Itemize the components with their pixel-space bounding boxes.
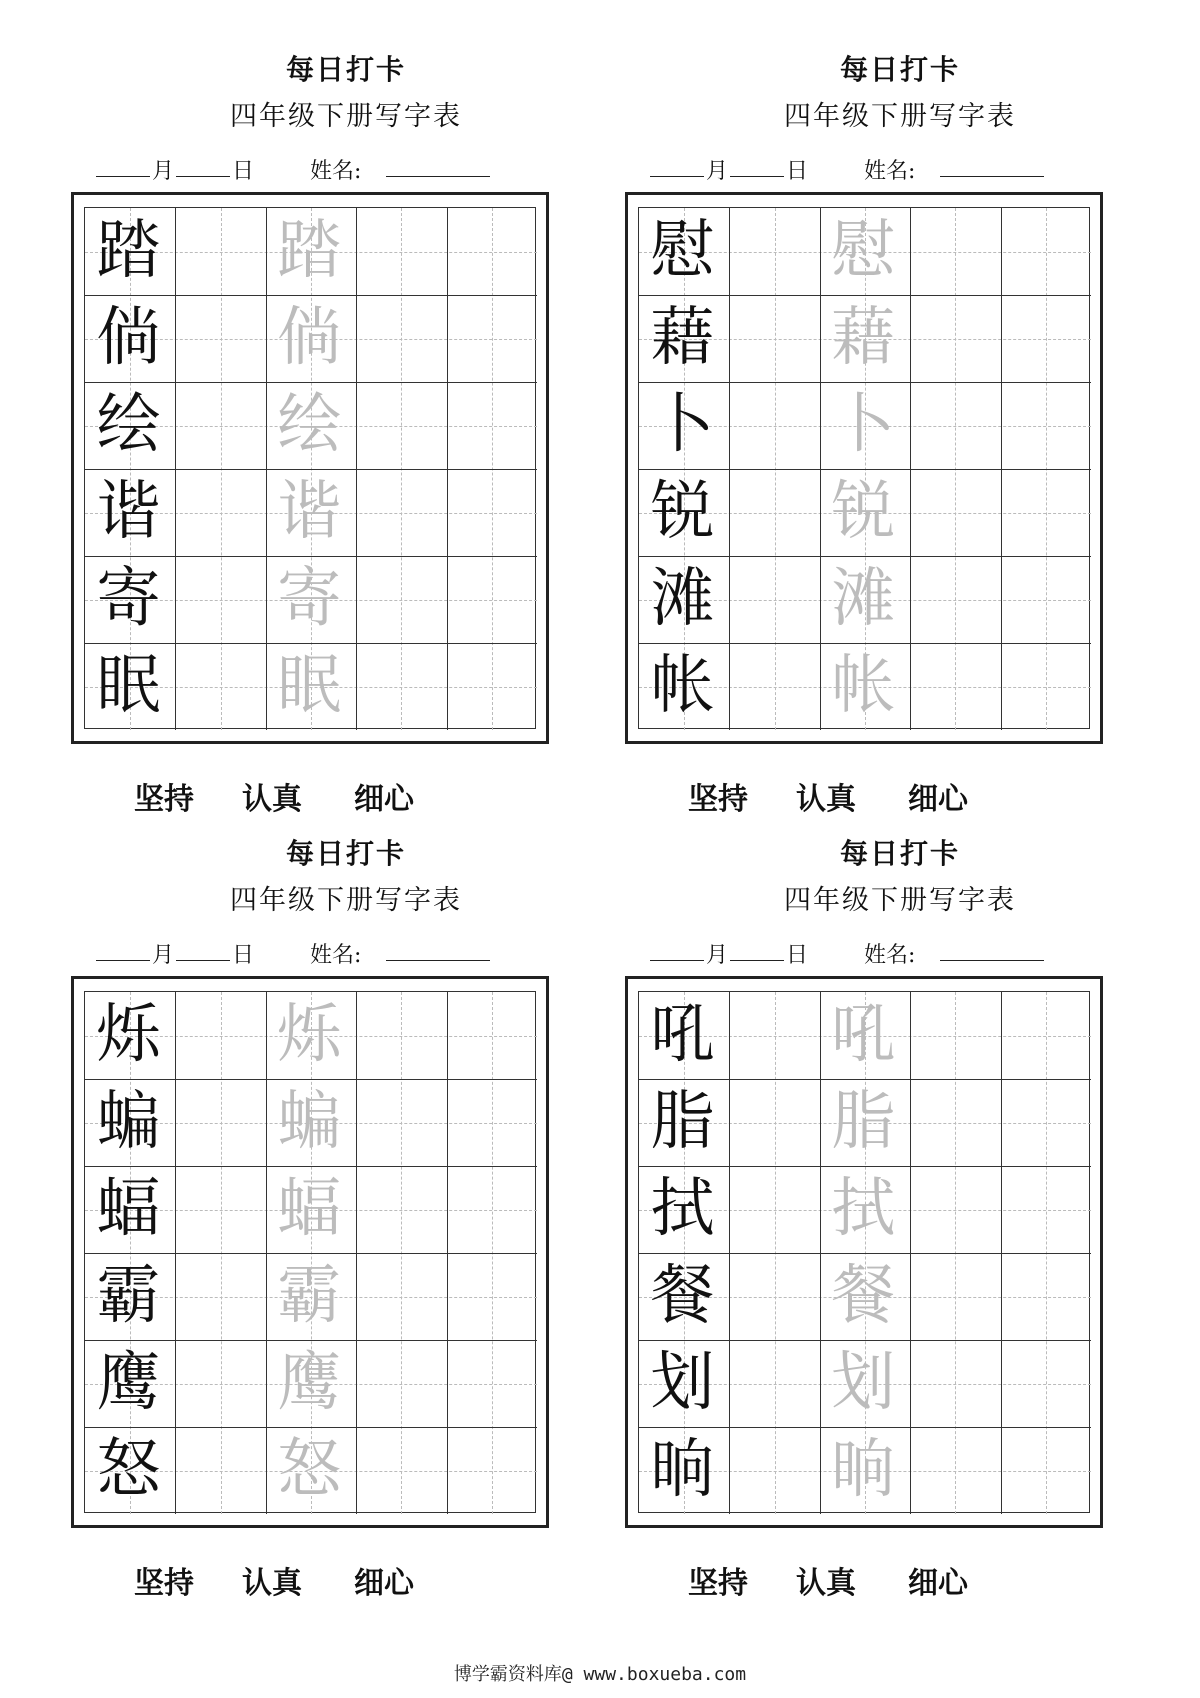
day-label: 日 <box>786 159 809 184</box>
model-character: 寄 <box>96 562 161 636</box>
model-character: 拭 <box>650 1172 715 1246</box>
writing-grid <box>84 207 536 729</box>
day-label: 日 <box>232 159 255 184</box>
model-character: 餐 <box>650 1259 715 1333</box>
month-blank[interactable] <box>650 152 704 177</box>
trace-character: 鹰 <box>277 1346 342 1420</box>
day-blank[interactable] <box>176 936 230 961</box>
month-blank[interactable] <box>96 936 150 961</box>
name-label: 姓名: <box>864 943 916 968</box>
model-character: 划 <box>650 1346 715 1420</box>
trace-character: 谐 <box>277 475 342 549</box>
model-character: 霸 <box>96 1259 161 1333</box>
trace-character: 霸 <box>277 1259 342 1333</box>
model-character: 谐 <box>96 475 161 549</box>
trace-character: 寄 <box>277 562 342 636</box>
trace-character: 藉 <box>831 301 896 375</box>
month-blank[interactable] <box>96 152 150 177</box>
model-character: 吼 <box>650 998 715 1072</box>
writing-grid-frame <box>625 192 1103 744</box>
sheet-subtitle: 四年级下册写字表 <box>784 885 1016 916</box>
model-character: 眠 <box>96 649 161 723</box>
trace-character: 踏 <box>277 214 342 288</box>
model-character: 蝠 <box>96 1172 161 1246</box>
footer-watermark: 博学霸资料库@ www.boxueba.com <box>453 1664 747 1685</box>
motto-word: 认真 <box>242 1566 302 1601</box>
name-label: 姓名: <box>310 159 362 184</box>
trace-character: 餐 <box>831 1259 896 1333</box>
motto-word: 细心 <box>354 1566 414 1601</box>
model-character: 慰 <box>650 214 715 288</box>
date-name-line <box>66 936 626 976</box>
month-label: 月 <box>152 943 175 968</box>
trace-character: 帐 <box>831 649 896 723</box>
model-character: 锐 <box>650 475 715 549</box>
model-character: 怒 <box>96 1433 161 1507</box>
name-blank[interactable] <box>386 152 490 177</box>
day-label: 日 <box>786 943 809 968</box>
sheet-title: 每日打卡 <box>839 837 960 870</box>
day-label: 日 <box>232 943 255 968</box>
motto-word: 细心 <box>354 782 414 817</box>
sheet-bottom-right <box>620 832 1180 1652</box>
name-blank[interactable] <box>940 152 1044 177</box>
month-label: 月 <box>706 943 729 968</box>
writing-grid-frame <box>71 192 549 744</box>
name-blank[interactable] <box>940 936 1044 961</box>
model-character: 绘 <box>96 388 161 462</box>
sheet-bottom-left <box>66 832 626 1652</box>
month-blank[interactable] <box>650 936 704 961</box>
writing-grid <box>84 991 536 1513</box>
model-character: 鹰 <box>96 1346 161 1420</box>
sheet-top-left <box>66 48 626 868</box>
trace-character: 划 <box>831 1346 896 1420</box>
day-blank[interactable] <box>730 936 784 961</box>
trace-character: 吼 <box>831 998 896 1072</box>
model-character: 倘 <box>96 301 161 375</box>
model-character: 帐 <box>650 649 715 723</box>
trace-character: 蝙 <box>277 1085 342 1159</box>
writing-grid-frame <box>625 976 1103 1528</box>
trace-character: 倘 <box>277 301 342 375</box>
writing-grid-frame <box>71 976 549 1528</box>
day-blank[interactable] <box>176 152 230 177</box>
model-character: 烁 <box>96 998 161 1072</box>
day-blank[interactable] <box>730 152 784 177</box>
sheet-title: 每日打卡 <box>839 53 960 86</box>
trace-character: 卜 <box>831 388 896 462</box>
model-character: 藉 <box>650 301 715 375</box>
trace-character: 慰 <box>831 214 896 288</box>
motto-word: 细心 <box>908 782 968 817</box>
model-character: 滩 <box>650 562 715 636</box>
sheet-title: 每日打卡 <box>285 53 406 86</box>
model-character: 蝙 <box>96 1085 161 1159</box>
motto-word: 细心 <box>908 1566 968 1601</box>
trace-character: 晌 <box>831 1433 896 1507</box>
sheet-subtitle: 四年级下册写字表 <box>784 101 1016 132</box>
month-label: 月 <box>706 159 729 184</box>
trace-character: 绘 <box>277 388 342 462</box>
date-name-line <box>620 152 1180 192</box>
trace-character: 怒 <box>277 1433 342 1507</box>
trace-character: 蝠 <box>277 1172 342 1246</box>
trace-character: 锐 <box>831 475 896 549</box>
motto-word: 认真 <box>242 782 302 817</box>
name-label: 姓名: <box>864 159 916 184</box>
model-character: 卜 <box>650 388 715 462</box>
motto-word: 坚持 <box>688 782 748 817</box>
motto-word: 认真 <box>796 782 856 817</box>
motto-word: 认真 <box>796 1566 856 1601</box>
sheet-subtitle: 四年级下册写字表 <box>230 885 462 916</box>
trace-character: 脂 <box>831 1085 896 1159</box>
model-character: 晌 <box>650 1433 715 1507</box>
month-label: 月 <box>152 159 175 184</box>
writing-grid <box>638 207 1090 729</box>
trace-character: 拭 <box>831 1172 896 1246</box>
trace-character: 眠 <box>277 649 342 723</box>
motto-word: 坚持 <box>134 782 194 817</box>
name-label: 姓名: <box>310 943 362 968</box>
motto-word: 坚持 <box>134 1566 194 1601</box>
name-blank[interactable] <box>386 936 490 961</box>
sheet-top-right <box>620 48 1180 868</box>
sheet-subtitle: 四年级下册写字表 <box>230 101 462 132</box>
trace-character: 烁 <box>277 998 342 1072</box>
sheet-title: 每日打卡 <box>285 837 406 870</box>
model-character: 脂 <box>650 1085 715 1159</box>
trace-character: 滩 <box>831 562 896 636</box>
date-name-line <box>66 152 626 192</box>
motto-word: 坚持 <box>688 1566 748 1601</box>
date-name-line <box>620 936 1180 976</box>
writing-grid <box>638 991 1090 1513</box>
model-character: 踏 <box>96 214 161 288</box>
